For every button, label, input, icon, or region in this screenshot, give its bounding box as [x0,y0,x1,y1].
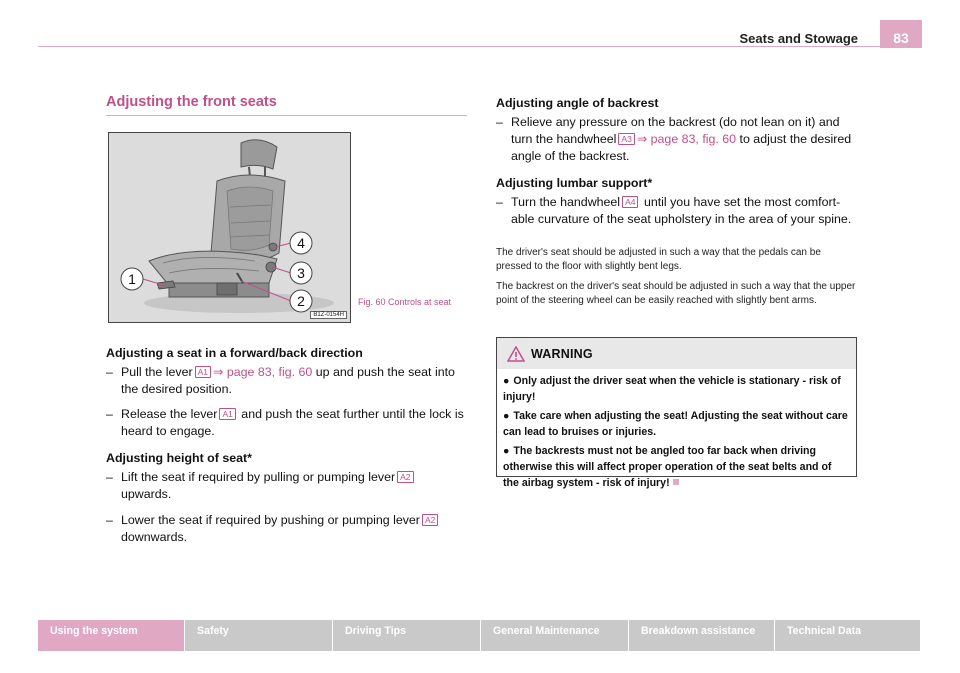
warning-item-text: The backrests must not be angled too far back when driving otherwise this will affect proper operation of the seat belts and of the airbag system - risk of injury! [503,445,832,489]
callout-label-1: 1 [128,271,136,287]
callout-label-4: 4 [297,235,305,251]
seat-illustration [109,133,350,322]
footer-tab-using-the-system[interactable]: Using the system [38,620,184,651]
warning-triangle-icon [507,346,525,362]
bullet-icon: ● [503,375,510,387]
warning-header [497,338,856,369]
heading-forward-back: Adjusting a seat in a forward/back direction [106,346,363,360]
step-text: and push the seat further until the lock is heard to engage. [121,407,464,438]
step-text: Relieve any pressure on the backrest (do not lean on it) and turn the handwheel [511,115,840,146]
bullet-icon: ● [503,410,510,422]
step-text: Release the lever [121,407,218,421]
heading-backrest: Adjusting angle of backrest [496,96,659,110]
seat-figure [108,132,351,323]
page-link[interactable]: ⇒ page 83, fig. 60 [636,132,737,146]
page-link[interactable]: ⇒ page 83, fig. 60 [213,365,313,379]
step-text: Turn the handwheel [511,195,621,209]
warning-item [497,443,856,491]
step-height-1: – Lift the seat if required by pulling or pumping lever A2 upwards. [106,469,468,503]
heading-lumbar: Adjusting lumbar support* [496,176,653,190]
figure-caption: Fig. 60 Controls at seat [358,297,452,307]
step-text: Lift the seat if required by pulling or pumping lever [121,470,396,484]
ref-a4: A4 [622,196,638,208]
warning-box [496,337,857,489]
figure-code: B1Z-0154H [310,311,347,319]
step-text: Lower the seat if required by pushing or pumping lever [121,513,420,527]
step-text: upwards. [121,487,172,501]
note-pedals: The driver's seat should be adjusted in such a way that the pedals can be pressed to the floor with slightly bent legs. [496,247,821,272]
step-backrest-1: – Relieve any pressure on the backrest (do not lean on it) and turn the handwheel A3 ⇒ page 83, fig. 60 to adjust the desired angle of the backrest. [496,115,852,163]
bullet-icon: ● [503,445,510,457]
warning-item-text: Only adjust the driver seat when the vehicle is stationary - risk of injury! [503,375,841,403]
page-link-text[interactable]: page 83, fig. 60 [650,132,737,146]
footer-tab-breakdown-assistance[interactable]: Breakdown assistance [629,620,774,651]
callout-label-3: 3 [297,265,305,281]
header-divider [38,46,881,47]
callout-label-2: 2 [297,293,305,309]
warning-item-text: Take care when adjusting the seat! Adjusting the seat without care can lead to bruises or injuries. [503,410,848,438]
footer-nav [38,620,920,651]
footer-tab-general-maintenance[interactable]: General Maintenance [481,620,628,651]
ref-a1: A1 [195,366,211,378]
footer-tab-technical-data[interactable]: Technical Data [775,620,920,651]
warning-item [497,373,856,405]
warning-title: WARNING [531,346,593,361]
ref-a2: A2 [422,514,438,526]
note-steering-wheel: The backrest on the driver's seat should be adjusted in such a way that the upper point of the steering wheel can be easily reached with slightly bent arms. [496,281,856,306]
ref-a2: A2 [397,471,413,483]
step-text: Pull the lever [121,365,193,379]
footer-tab-driving-tips[interactable]: Driving Tips [333,620,480,651]
heading-height: Adjusting height of seat* [106,451,252,465]
page-number: 83 [880,20,922,48]
page-header-title: Seats and Stowage [739,31,858,46]
page-link-text[interactable]: page 83, fig. 60 [226,365,313,379]
step-forward-2: – Release the lever A1 and push the seat further until the lock is heard to engage. [106,407,464,438]
step-text: downwards. [121,530,188,544]
step-text: up and push the seat into the desired position. [121,365,455,396]
step-lumbar-1: – Turn the handwheel A4 until you have set the most comfort-able curvature of the seat upholstery in the area of your spine. [496,195,852,226]
ref-a3: A3 [618,133,634,145]
ref-a1: A1 [219,408,235,420]
footer-tab-safety[interactable]: Safety [185,620,332,651]
end-square-icon [673,479,679,485]
step-text: to adjust the desired angle of the backrest. [511,132,852,163]
step-text: until you have set the most comfort-able curvature of the seat upholstery in the area of your spine. [511,195,852,226]
step-forward-1: – Pull the lever A1 ⇒ page 83, fig. 60 up and push the seat into the desired position. [106,365,455,396]
section-divider [106,115,467,116]
section-title: Adjusting the front seats [106,94,277,110]
step-height-2: – Lower the seat if required by pushing or pumping lever A2 downwards. [106,512,468,546]
warning-item [497,408,856,440]
